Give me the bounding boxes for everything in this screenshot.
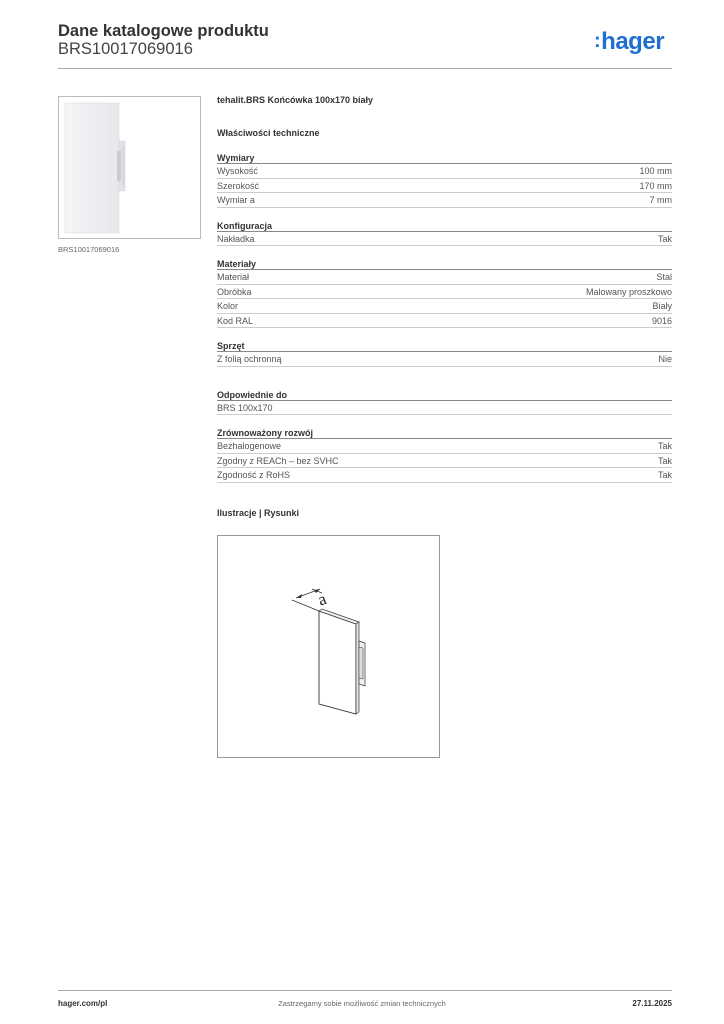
illustrations-heading: Ilustracje | Rysunki xyxy=(217,507,300,518)
logo-text: hager xyxy=(601,28,665,55)
spec-value: Tak xyxy=(657,233,672,244)
spec-label: BRS 100x170 xyxy=(217,402,273,413)
spec-label: Wysokość xyxy=(217,166,258,176)
spec-label: Bezhalogenowe xyxy=(217,441,282,451)
spec-row xyxy=(217,285,672,300)
group-materialy xyxy=(217,258,672,328)
spec-label: Kod RAL xyxy=(217,315,254,326)
logo-dots: : xyxy=(594,30,601,52)
product-image-caption: BRS10017069016 xyxy=(58,245,120,254)
page-title: Dane katalogowe produktu xyxy=(58,22,269,40)
spec-row xyxy=(217,164,672,179)
group-odpowiednie xyxy=(217,389,672,416)
spec-value: 170 mm xyxy=(639,180,672,191)
footer-date: 27.11.2025 xyxy=(632,999,672,1008)
spec-label: Nakładka xyxy=(217,233,255,244)
spec-value: Tak xyxy=(657,455,672,466)
footer-disclaimer: Zastrzegamy sobie możliwość zmian technicznych xyxy=(278,999,446,1008)
product-image xyxy=(58,96,201,239)
group-wymiary xyxy=(217,152,672,208)
specifications xyxy=(217,95,672,520)
spec-label: Obróbka xyxy=(217,286,252,297)
group-title: Materiały xyxy=(217,258,672,270)
spec-label: Szerokość xyxy=(217,180,260,191)
spec-row xyxy=(217,270,672,285)
technical-heading: Właściwości techniczne xyxy=(217,128,320,138)
footer-website-link[interactable]: hager.com/pl xyxy=(58,999,108,1008)
spec-value: Biały xyxy=(652,301,672,311)
spec-value: 100 mm xyxy=(639,166,672,176)
group-title: Odpowiednie do xyxy=(217,389,672,401)
group-zrownowazony xyxy=(217,427,672,483)
spec-value: Tak xyxy=(657,470,672,480)
end-cap-photo xyxy=(59,97,200,238)
dimension-label: a xyxy=(315,589,329,610)
spec-value: 7 mm xyxy=(649,195,672,205)
group-konfiguracja xyxy=(217,220,672,247)
technical-drawing xyxy=(217,535,440,758)
spec-label: Zgodność z RoHS xyxy=(217,470,291,480)
spec-value: 9016 xyxy=(651,315,672,326)
footer-divider xyxy=(58,990,672,991)
product-code: BRS10017069016 xyxy=(58,40,193,58)
spec-label: Z folią ochronną xyxy=(217,354,282,364)
spec-label: Materiał xyxy=(217,272,250,282)
spec-value: Stal xyxy=(656,272,672,282)
spec-value: Nie xyxy=(658,354,672,364)
spec-row xyxy=(217,352,672,367)
spec-row xyxy=(217,439,672,454)
spec-label: Kolor xyxy=(217,301,239,311)
group-title: Konfiguracja xyxy=(217,220,672,232)
spec-row xyxy=(217,193,672,208)
header-divider xyxy=(58,68,672,69)
spec-label: Zgodny z REACh – bez SVHC xyxy=(217,455,339,466)
hager-logo[interactable] xyxy=(594,28,664,56)
spec-value: Malowany proszkowo xyxy=(585,286,672,297)
spec-row xyxy=(217,454,672,469)
group-sprzet xyxy=(217,340,672,367)
spec-row xyxy=(217,401,672,416)
group-title: Sprzęt xyxy=(217,340,672,352)
spec-row xyxy=(217,299,672,314)
spec-value: Tak xyxy=(657,441,672,451)
group-title: Wymiary xyxy=(217,152,672,164)
product-name: tehalit.BRS Końcówka 100x170 biały xyxy=(217,95,374,105)
group-title: Zrównoważony rozwój xyxy=(217,427,672,439)
end-cap-drawing xyxy=(218,536,439,757)
spec-row xyxy=(217,468,672,483)
spec-row xyxy=(217,179,672,194)
spec-label: Wymiar a xyxy=(217,195,255,205)
spec-row xyxy=(217,314,672,329)
spec-row xyxy=(217,232,672,247)
